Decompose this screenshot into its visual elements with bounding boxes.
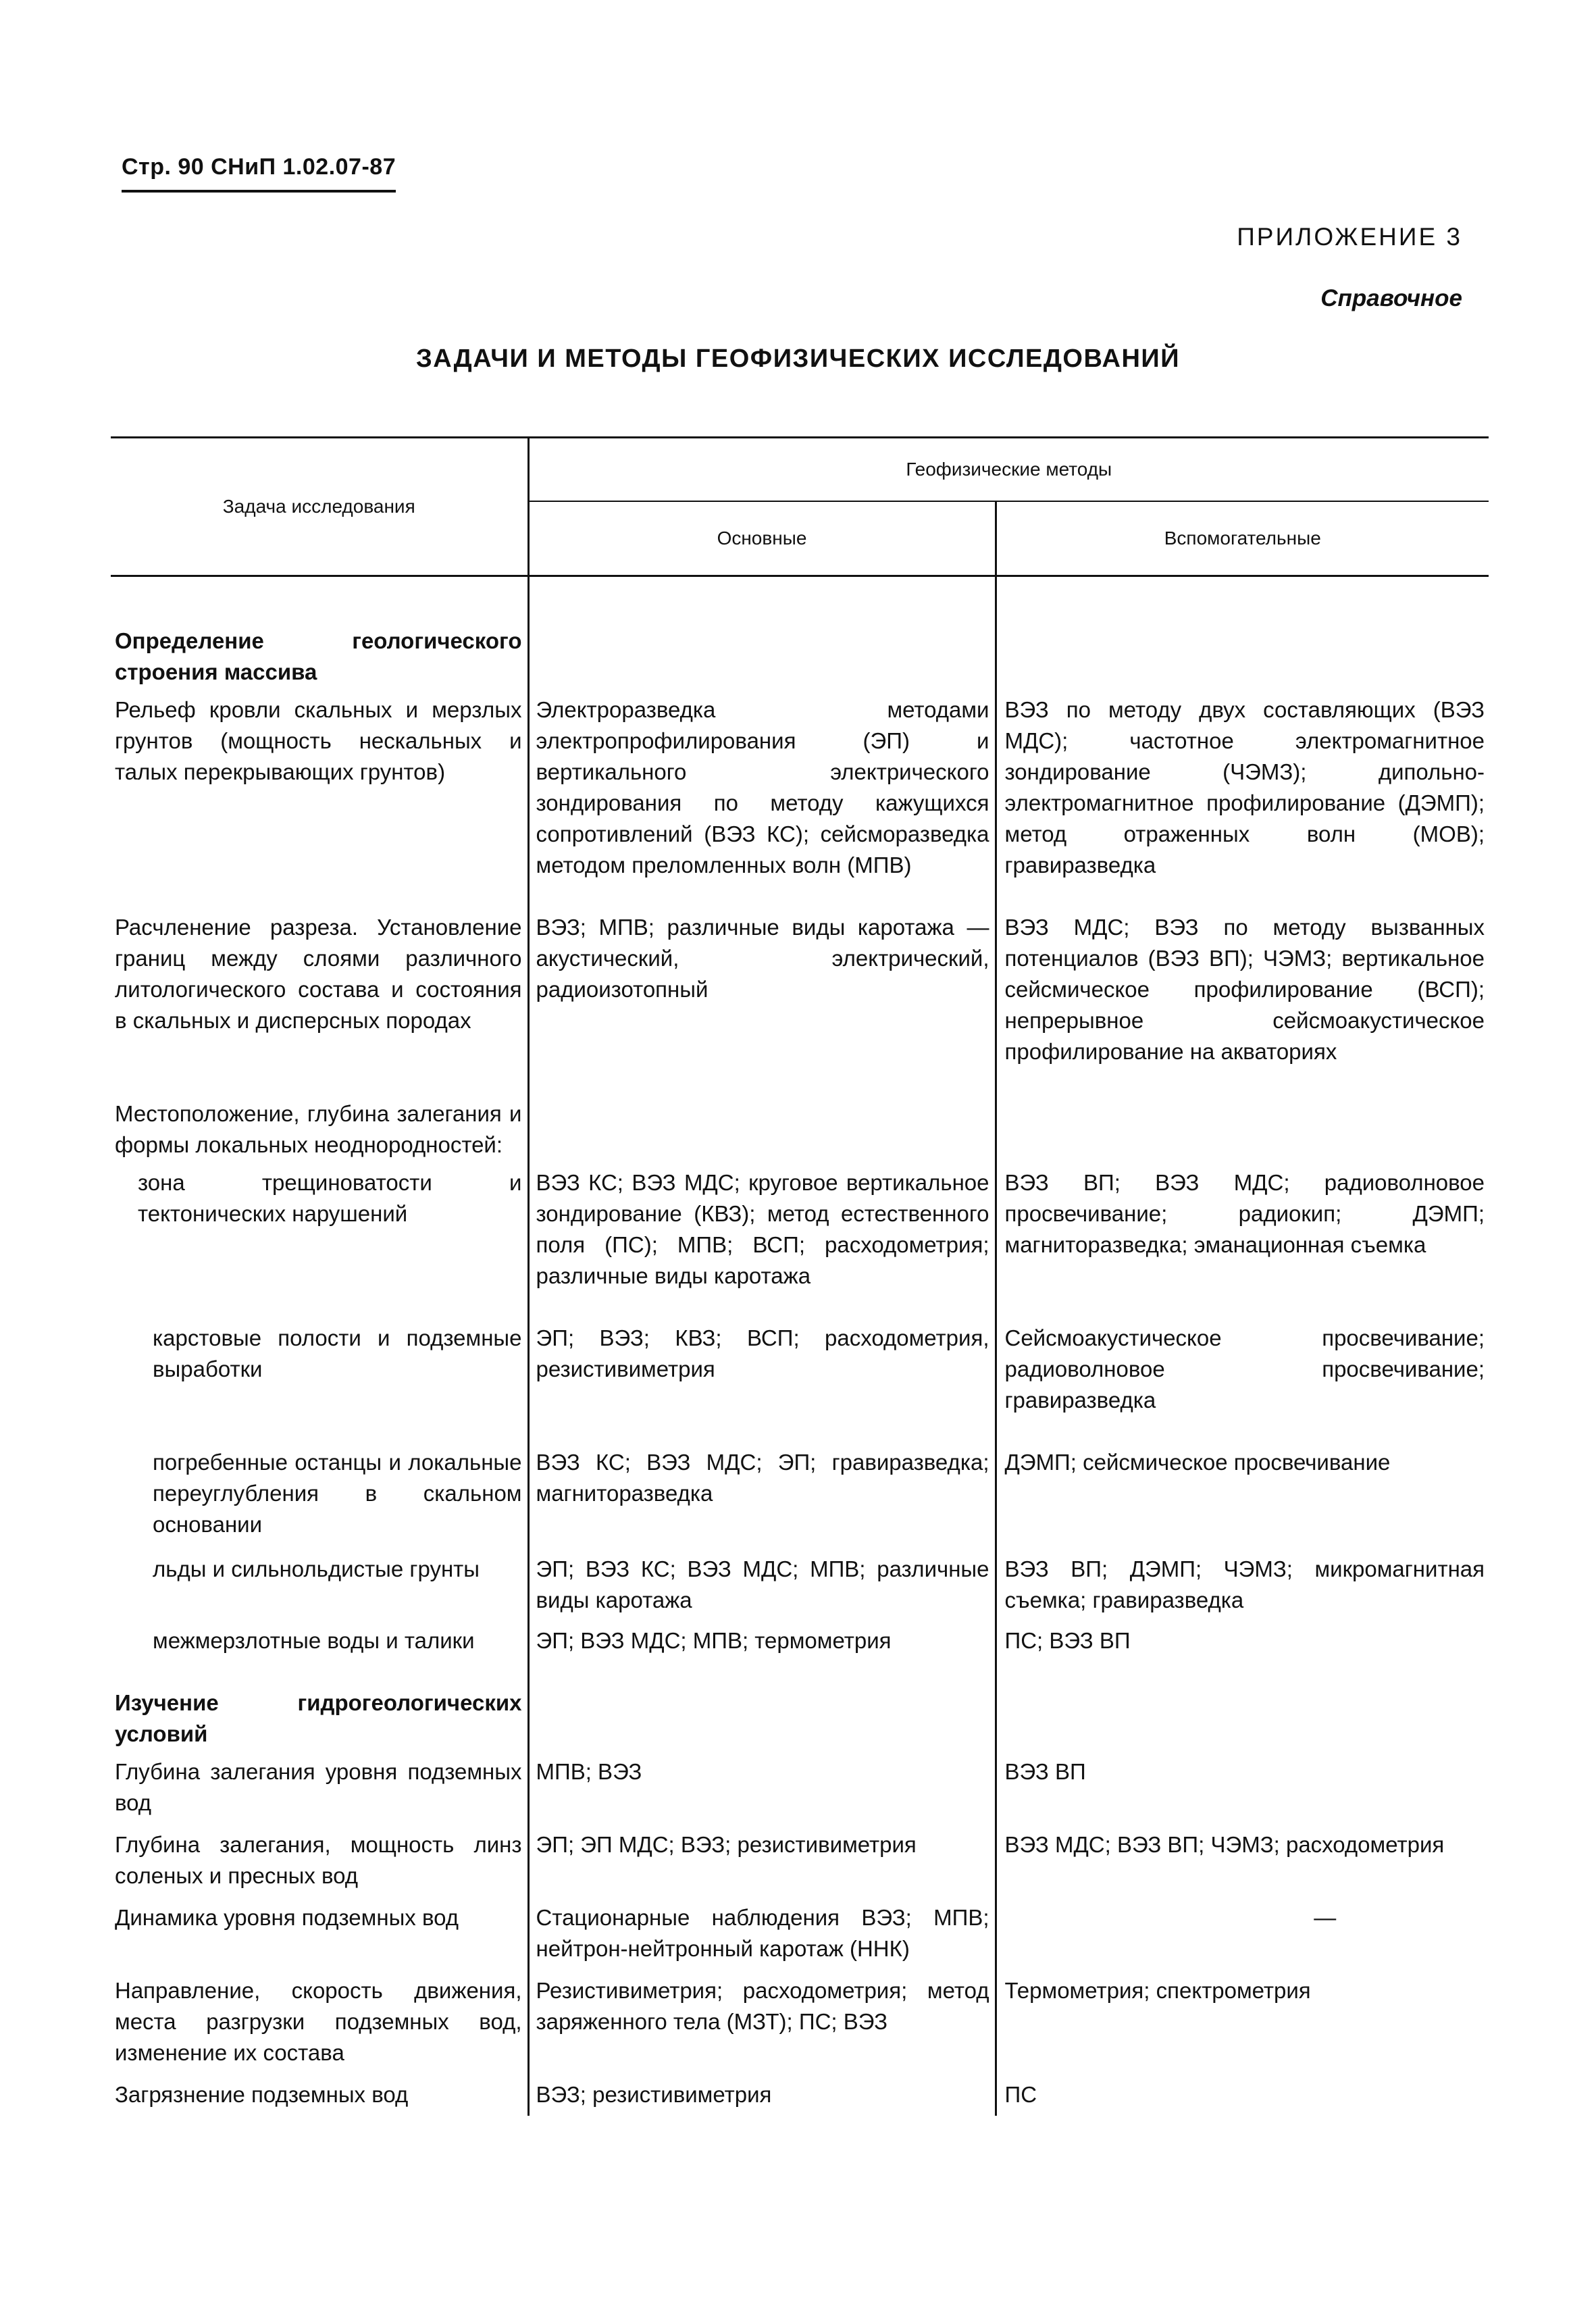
main-methods-cell: ВЭЗ КС; ВЭЗ МДС; ЭП; гравиразведка; магниторазведка <box>528 1447 996 1554</box>
table-row <box>111 1554 1489 1625</box>
main-methods-cell: ВЭЗ; МПВ; различные виды каротажа — акустический, электрический, радиоизотопный <box>528 912 996 1098</box>
main-methods-cell: ЭП; ВЭЗ МДС; МПВ; термометрия <box>528 1625 996 1687</box>
table-row <box>111 2079 1489 2116</box>
task-cell: Рельеф кровли скальных и мерзлых грунтов (мощность нескальных и талых перекрывающих грунтов) <box>111 694 528 912</box>
header-auxiliary-methods: Вспомогательные <box>996 501 1489 576</box>
header-main-methods: Основные <box>528 501 996 576</box>
main-methods-cell: ВЭЗ КС; ВЭЗ МДС; круговое вертикальное зондирование (КВЗ); метод естественного поля (ПС); МПВ; ВСП; расходометрия; различные виды каротажа <box>528 1167 996 1323</box>
section-title: Определение геологического строения массива <box>111 576 528 695</box>
main-methods-cell: ЭП; ВЭЗ КС; ВЭЗ МДС; МПВ; различные виды каротажа <box>528 1554 996 1625</box>
table-row <box>111 1902 1489 1975</box>
appendix-label: ПРИЛОЖЕНИЕ 3 <box>1237 223 1462 251</box>
reference-type-label: Справочное <box>1320 285 1462 311</box>
main-methods-cell: ЭП; ЭП МДС; ВЭЗ; резистивиметрия <box>528 1829 996 1902</box>
aux-methods-cell: ВЭЗ МДС; ВЭЗ по методу вызванных потенциалов (ВЭЗ ВП); ЧЭМЗ; вертикальное сейсмическое профилирование (ВСП); непрерывное сейсмоакустическое профилирование на акваториях <box>1004 915 1485 1064</box>
table-row <box>111 1975 1489 2079</box>
section-row <box>111 576 1489 695</box>
main-methods-cell: ВЭЗ; резистивиметрия <box>528 2079 996 2116</box>
main-methods-cell: Стационарные наблюдения ВЭЗ; МПВ; нейтрон-нейтронный каротаж (ННК) <box>528 1902 996 1975</box>
task-cell: погребенные останцы и локальные переуглубления в скальном основании <box>111 1447 528 1554</box>
header-task: Задача исследования <box>111 438 528 576</box>
aux-methods-cell: ВЭЗ ВП; ДЭМП; ЧЭМЗ; микромагнитная съемка; гравиразведка <box>1004 1556 1485 1612</box>
table-row <box>111 912 1489 1098</box>
document-title: ЗАДАЧИ И МЕТОДЫ ГЕОФИЗИЧЕСКИХ ИССЛЕДОВАНИЙ <box>415 345 1181 373</box>
aux-methods-cell: — <box>1314 1905 1337 1930</box>
section-title: Изучение гидрогеологических условий <box>111 1687 528 1756</box>
aux-methods-cell: ПС; ВЭЗ ВП <box>1004 1628 1131 1653</box>
main-methods-cell: ЭП; ВЭЗ; КВЗ; ВСП; расходометрия, резистивиметрия <box>528 1323 996 1447</box>
main-methods-cell: Электроразведка методами электропрофилирования (ЭП) и вертикального электрического зондирования по методу кажущихся сопротивлений (ВЭЗ КС); сейсморазведка методом преломленных волн (МПВ) <box>528 694 996 912</box>
aux-methods-cell <box>996 1098 1489 1167</box>
aux-methods-cell: Термометрия; спектрометрия <box>1004 1978 1311 2003</box>
table-row <box>111 1323 1489 1447</box>
section-row <box>111 1687 1489 1756</box>
task-cell: Динамика уровня подземных вод <box>111 1902 528 1975</box>
table-row <box>111 1829 1489 1902</box>
table-row <box>111 1625 1489 1687</box>
aux-methods-cell: ВЭЗ ВП; ВЭЗ МДС; радиоволновое просвечивание; радиокип; ДЭМП; магниторазведка; эманационная съемка <box>1004 1170 1485 1257</box>
main-methods-cell <box>528 1098 996 1167</box>
task-cell: Направление, скорость движения, места разгрузки подземных вод, изменение их состава <box>111 1975 528 2079</box>
task-cell: межмерзлотные воды и талики <box>111 1625 528 1687</box>
task-cell: Глубина залегания уровня подземных вод <box>111 1756 528 1829</box>
header-methods: Геофизические методы <box>528 438 1489 502</box>
main-methods-cell: Резистивиметрия; расходометрия; метод заряженного тела (МЗТ); ПС; ВЭЗ <box>528 1975 996 2079</box>
task-cell: зона трещиноватости и тектонических нарушений <box>111 1167 528 1323</box>
task-cell: карстовые полости и подземные выработки <box>111 1323 528 1447</box>
page-reference-header: Стр. 90 СНиП 1.02.07-87 <box>122 154 396 193</box>
geophysics-methods-table <box>111 436 1489 2116</box>
aux-methods-cell: ВЭЗ ВП <box>1004 1759 1086 1784</box>
aux-methods-cell: ДЭМП; сейсмическое просвечивание <box>1004 1450 1391 1475</box>
aux-methods-cell: Сейсмоакустическое просвечивание; радиоволновое просвечивание; гравиразведка <box>1004 1325 1485 1413</box>
task-cell: Расчленение разреза. Установление границ между слоями различного литологического состава и состояния в скальных и дисперсных породах <box>111 912 528 1098</box>
table-row <box>111 694 1489 912</box>
table-row <box>111 1098 1489 1167</box>
task-cell: Местоположение, глубина залегания и формы локальных неоднородностей: <box>111 1098 528 1167</box>
aux-methods-cell: ПС <box>1004 2082 1037 2107</box>
task-cell: Глубина залегания, мощность линз соленых и пресных вод <box>111 1829 528 1902</box>
aux-methods-cell: ВЭЗ МДС; ВЭЗ ВП; ЧЭМЗ; расходометрия <box>1004 1832 1445 1857</box>
main-methods-cell: МПВ; ВЭЗ <box>528 1756 996 1829</box>
table-row <box>111 1167 1489 1323</box>
task-cell: Загрязнение подземных вод <box>111 2079 528 2116</box>
task-cell: льды и сильнольдистые грунты <box>111 1554 528 1625</box>
aux-methods-cell: ВЭЗ по методу двух составляющих (ВЭЗ МДС); частотное электромагнитное зондирование (ЧЭМЗ); дипольно-электромагнитное профилирование (ДЭМП); метод отраженных волн (МОВ); гравиразведка <box>1004 697 1485 878</box>
table-row <box>111 1447 1489 1554</box>
table-row <box>111 1756 1489 1829</box>
